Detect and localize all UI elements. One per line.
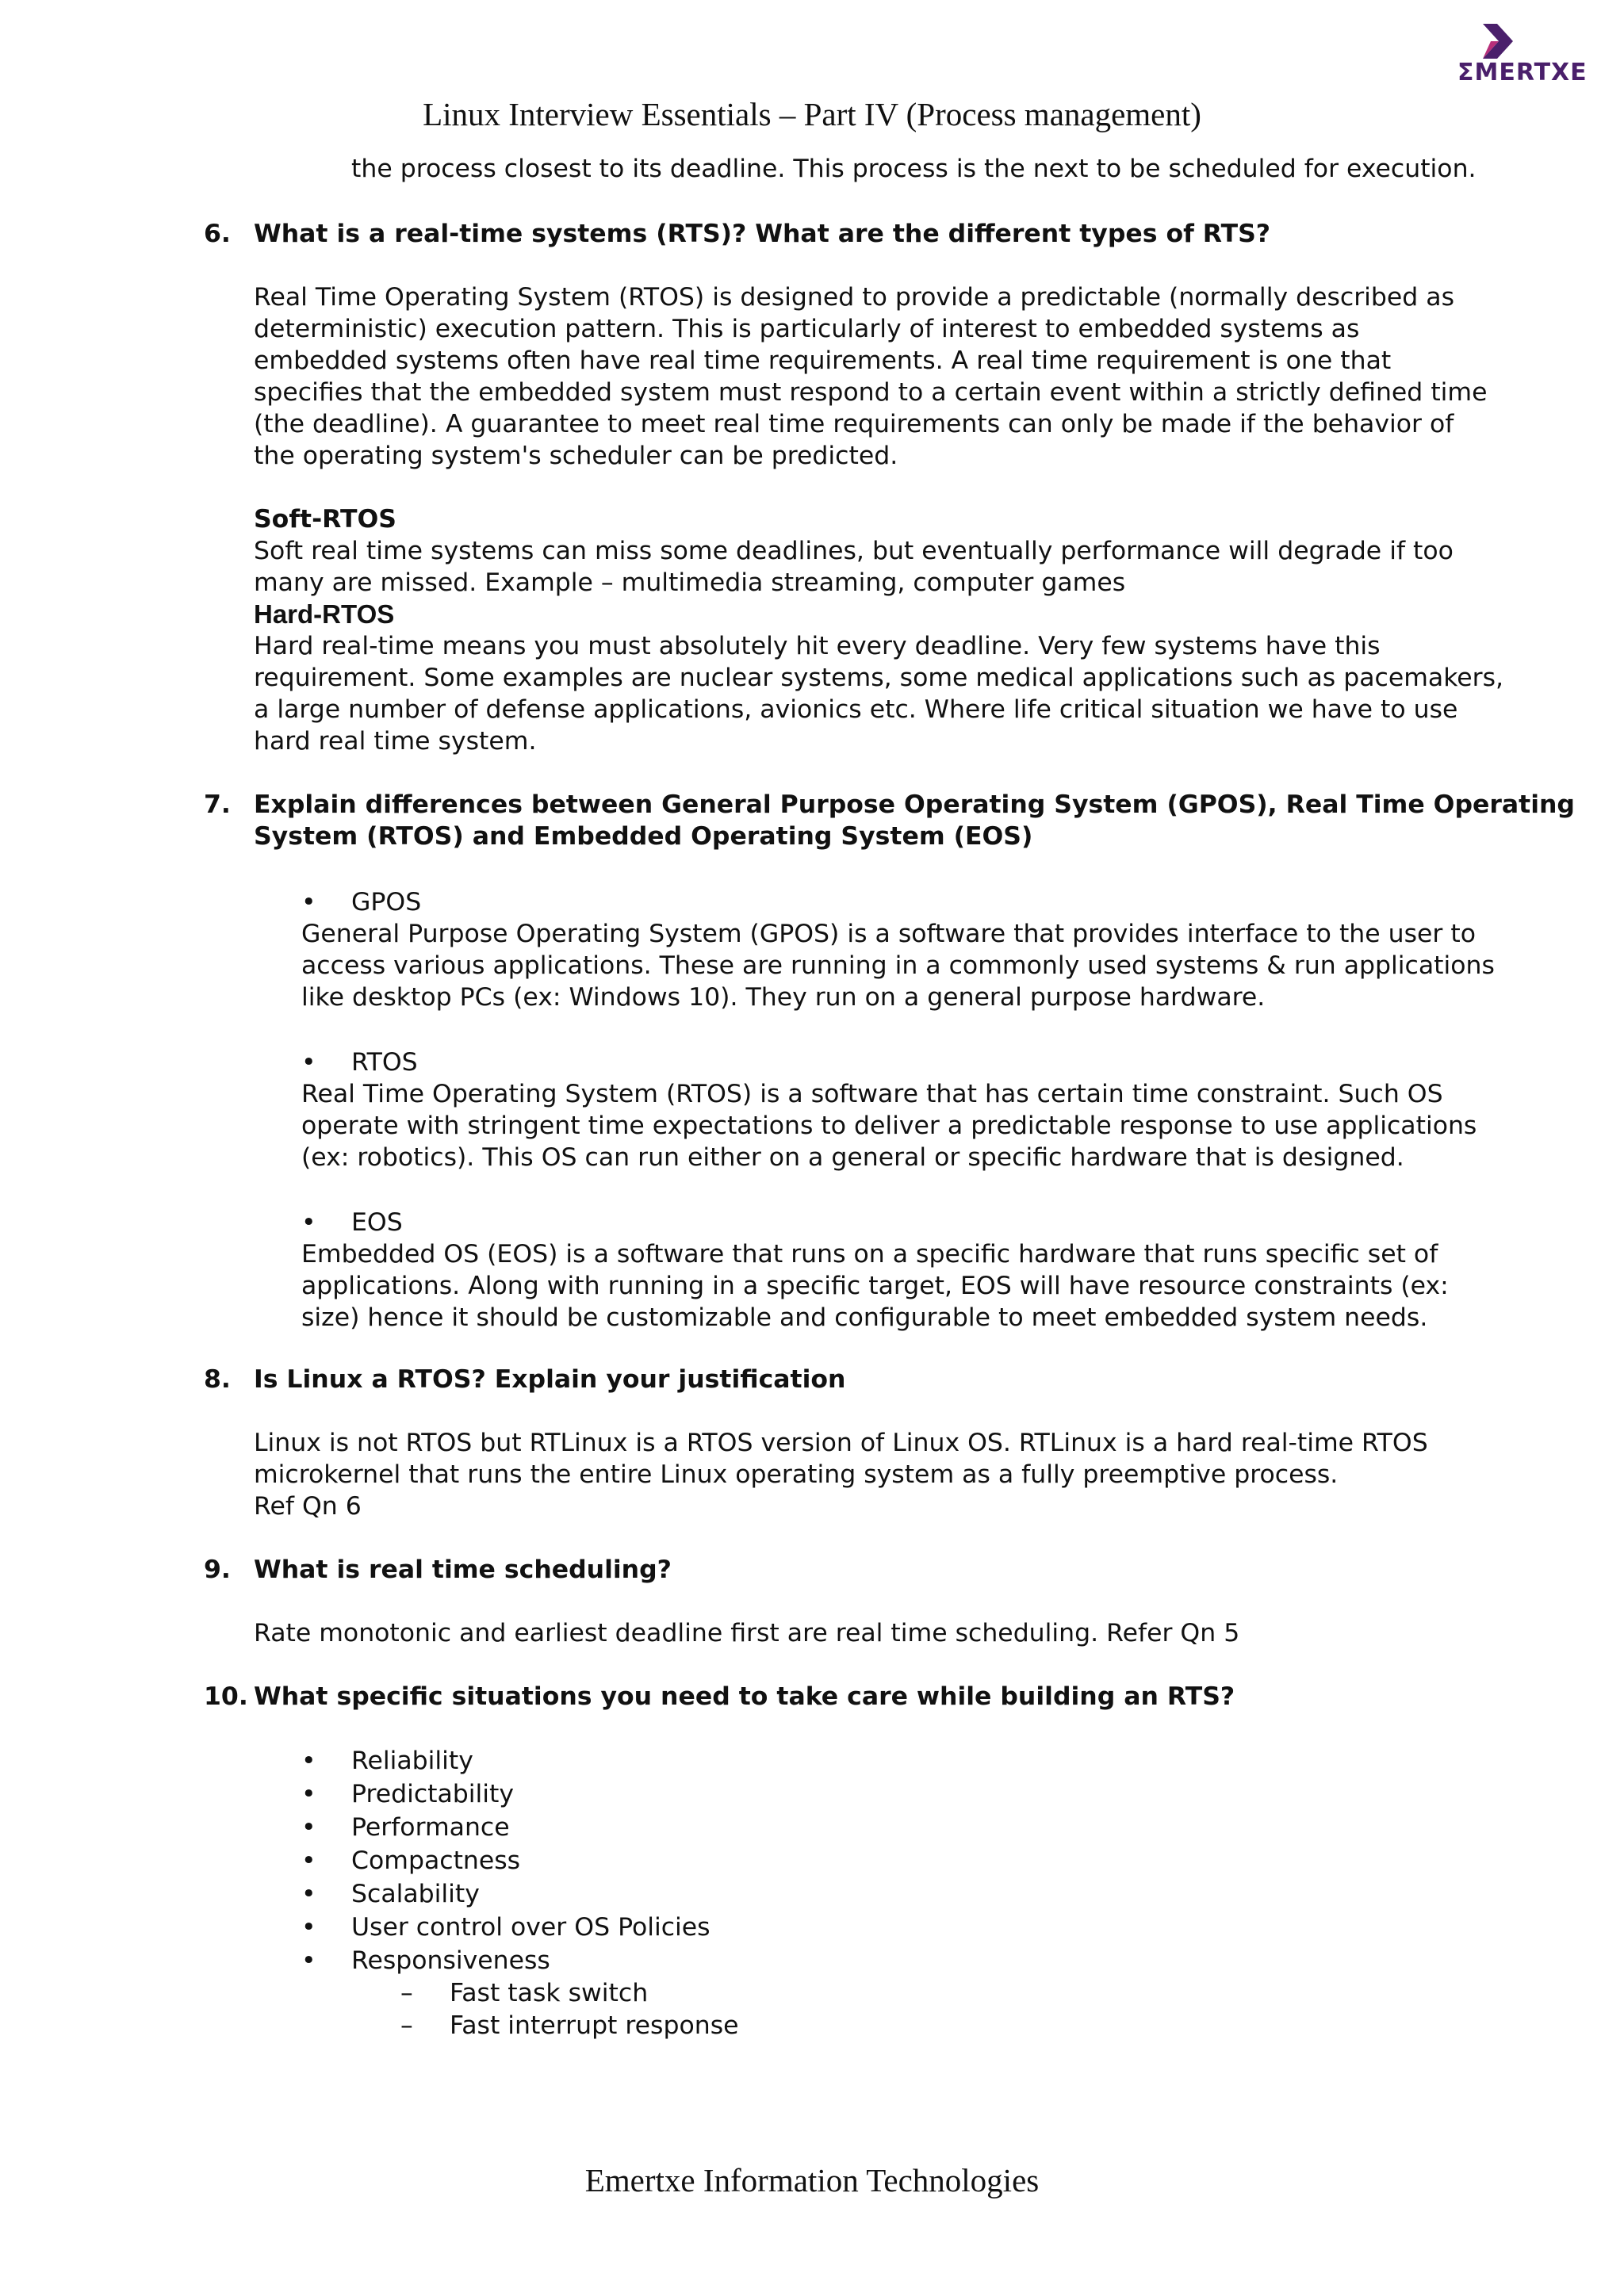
q6-answer-line: Real Time Operating System (RTOS) is designed to provide a predictable (normally described as xyxy=(254,283,1454,312)
q10-bullet: • xyxy=(301,1813,316,1842)
q10-sub-dash: – xyxy=(400,1979,413,2007)
hard-rtos-line: requirement. Some examples are nuclear systems, some medical applications such as pacemakers, xyxy=(254,664,1504,692)
q6-answer-line: (the deadline). A guarantee to meet real time requirements can only be made if the behavior of xyxy=(254,410,1454,438)
gpos-line: access various applications. These are running in a commonly used systems & run applications xyxy=(301,951,1495,980)
q6-answer-line: deterministic) execution pattern. This is particularly of interest to embedded systems as xyxy=(254,315,1360,343)
soft-rtos-text xyxy=(254,535,1454,599)
q10-sub-dash: – xyxy=(400,2011,413,2040)
rtos-line: operate with stringent time expectations to deliver a predictable response to use applications xyxy=(301,1112,1477,1140)
q10-item: Predictability xyxy=(351,1780,515,1808)
q10-item: Responsiveness xyxy=(351,1946,550,1975)
q8-answer xyxy=(254,1427,1428,1522)
eos-bullet: • xyxy=(301,1208,316,1237)
q7-number: 7. xyxy=(204,790,231,819)
q10-sub-item: Fast task switch xyxy=(450,1979,649,2007)
hard-rtos-line: hard real time system. xyxy=(254,727,537,756)
q10-item: Performance xyxy=(351,1813,510,1842)
eos-line: Embedded OS (EOS) is a software that runs on a specific hardware that runs specific set of xyxy=(301,1240,1438,1269)
q8-answer-line: Linux is not RTOS but RTLinux is a RTOS version of Linux OS. RTLinux is a hard real-time RTOS xyxy=(254,1429,1428,1457)
hard-rtos-heading: Hard-RTOS xyxy=(254,599,395,629)
page-header-title: Linux Interview Essentials – Part IV (Process management) xyxy=(423,96,1201,132)
q10-item: Scalability xyxy=(351,1880,480,1908)
q7-question-line: System (RTOS) and Embedded Operating System (EOS) xyxy=(254,822,1033,851)
hard-rtos-line: Hard real-time means you must absolutely hit every deadline. Very few systems have this xyxy=(254,632,1381,660)
hard-rtos-line: a large number of defense applications, avionics etc. Where life critical situation we have to use xyxy=(254,695,1458,724)
gpos-line: General Purpose Operating System (GPOS) is a software that provides interface to the user to xyxy=(301,920,1477,948)
q9-answer: Rate monotonic and earliest deadline first are real time scheduling. Refer Qn 5 xyxy=(254,1619,1240,1647)
q10-bullet: • xyxy=(301,1946,316,1975)
q6-answer-line: embedded systems often have real time requirements. A real time requirement is one that xyxy=(254,346,1392,375)
q10-question: What specific situations you need to take care while building an RTS? xyxy=(254,1682,1235,1711)
q6-answer-line: the operating system's scheduler can be predicted. xyxy=(254,442,898,470)
q10-sub-item: Fast interrupt response xyxy=(450,2011,739,2040)
q10-bullet: • xyxy=(301,1846,316,1875)
gpos-bullet: • xyxy=(301,888,316,916)
q6-number: 6. xyxy=(204,220,231,248)
q9-number: 9. xyxy=(204,1556,231,1584)
gpos-text xyxy=(301,918,1495,1013)
q6-question: What is a real-time systems (RTS)? What are the different types of RTS? xyxy=(254,220,1271,248)
rtos-line: Real Time Operating System (RTOS) is a software that has certain time constraint. Such OS xyxy=(301,1080,1443,1108)
gpos-line: like desktop PCs (ex: Windows 10). They run on a general purpose hardware. xyxy=(301,983,1266,1012)
soft-rtos-line: Soft real time systems can miss some deadlines, but eventually performance will degrade if too xyxy=(254,537,1454,565)
q8-answer-line: Ref Qn 6 xyxy=(254,1492,362,1521)
gpos-label: GPOS xyxy=(351,888,422,916)
q9-question: What is real time scheduling? xyxy=(254,1556,672,1584)
logo-chevron-icon xyxy=(1483,24,1516,59)
q8-question: Is Linux a RTOS? Explain your justification xyxy=(254,1365,846,1394)
q10-bullet: • xyxy=(301,1780,316,1808)
q10-bullet: • xyxy=(301,1880,316,1908)
q10-bullet: • xyxy=(301,1747,316,1775)
q10-number: 10. xyxy=(204,1682,248,1711)
emertxe-logo xyxy=(1457,24,1592,89)
eos-line: size) hence it should be customizable and configurable to meet embedded system needs. xyxy=(301,1303,1428,1332)
q6-answer xyxy=(254,281,1487,472)
q8-answer-line: microkernel that runs the entire Linux operating system as a fully preemptive process. xyxy=(254,1460,1339,1489)
rtos-bullet: • xyxy=(301,1048,316,1077)
q10-bullet: • xyxy=(301,1913,316,1942)
q8-number: 8. xyxy=(204,1365,231,1394)
eos-text xyxy=(301,1238,1449,1334)
logo-text: ΣMERTXE xyxy=(1457,59,1588,86)
hard-rtos-text xyxy=(254,630,1503,757)
q7-question xyxy=(254,789,1575,852)
rtos-label: RTOS xyxy=(351,1048,418,1077)
page-footer: Emertxe Information Technologies xyxy=(584,2162,1040,2198)
q7-question-line: Explain differences between General Purpose Operating System (GPOS), Real Time Operating xyxy=(254,790,1575,819)
eos-label: EOS xyxy=(351,1208,403,1237)
q10-item: Reliability xyxy=(351,1747,473,1775)
intro-line: the process closest to its deadline. This process is the next to be scheduled for execution. xyxy=(351,155,1477,183)
q10-item: User control over OS Policies xyxy=(351,1913,710,1942)
q10-item: Compactness xyxy=(351,1846,521,1875)
rtos-text xyxy=(301,1078,1477,1173)
eos-line: applications. Along with running in a specific target, EOS will have resource constraints (ex: xyxy=(301,1272,1449,1300)
rtos-line: (ex: robotics). This OS can run either on a general or specific hardware that is designed. xyxy=(301,1143,1404,1172)
q6-answer-line: specifies that the embedded system must respond to a certain event within a strictly defined time xyxy=(254,378,1488,407)
soft-rtos-heading: Soft-RTOS xyxy=(254,505,396,534)
soft-rtos-line: many are missed. Example – multimedia streaming, computer games xyxy=(254,568,1126,597)
